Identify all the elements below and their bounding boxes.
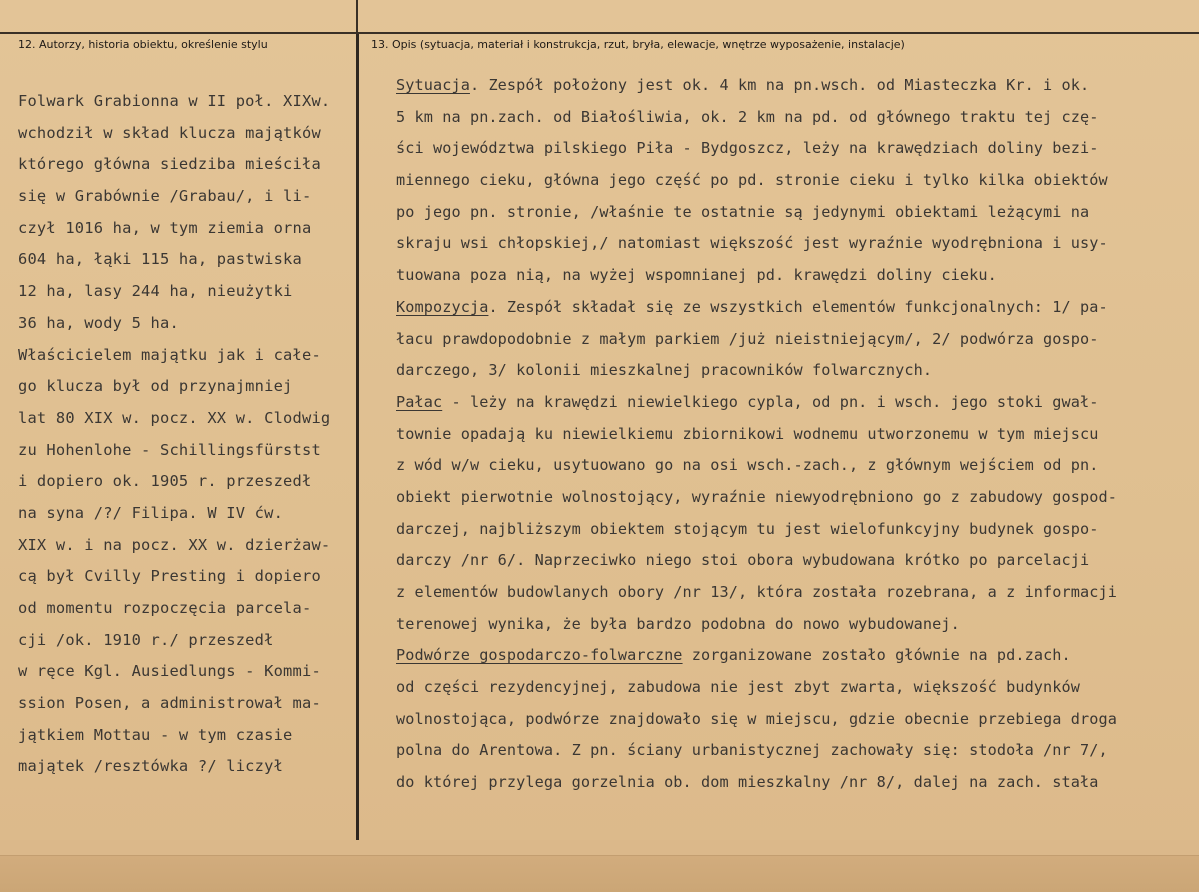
history-line: i dopiero ok. 1905 r. przeszedł <box>18 472 312 491</box>
description-line: do której przylega gorzelnia ob. dom mieszkalny /nr 8/, dalej na zach. stała <box>396 773 1099 792</box>
history-line: 604 ha, łąki 115 ha, pastwiska <box>18 250 302 269</box>
description-line: darczego, 3/ kolonii mieszkalnej pracowników folwarcznych. <box>396 361 933 380</box>
history-line: zu Hohenlohe - Schillingsfürstst <box>18 440 321 459</box>
history-line: jątkiem Mottau - w tym czasie <box>18 725 293 744</box>
description-line: polna do Arentowa. Z pn. ściany urbanistycznej zachowały się: stodoła /nr 7/, <box>396 741 1108 760</box>
history-line: wchodził w skład klucza majątków <box>18 123 321 142</box>
heading-kompozycja: Kompozycja <box>396 297 489 316</box>
description-line: darczy /nr 6/. Naprzeciwko niego stoi obora wybudowana krótko po parcelacji <box>396 551 1090 570</box>
history-line: ssion Posen, a administrował ma- <box>18 694 321 713</box>
history-line: 12 ha, lasy 244 ha, nieużytki <box>18 282 293 301</box>
description-line: Kompozycja. Zespół składał się ze wszystkich elementów funkcjonalnych: 1/ pa- <box>396 297 1108 316</box>
section-13-heading: 13. Opis (sytuacja, materiał i konstrukcja, rzut, bryła, elewacje, wnętrze wyposażenie, instalacje) <box>371 38 905 51</box>
history-line: majątek /resztówka ?/ liczył <box>18 757 284 776</box>
description-line: Sytuacja. Zespół położony jest ok. 4 km na pn.wsch. od Miasteczka Kr. i ok. <box>396 76 1090 94</box>
history-line: go klucza był od przynajmniej <box>18 377 293 396</box>
history-line: którego główna siedziba mieściła <box>18 155 321 174</box>
history-line: w ręce Kgl. Ausiedlungs - Kommi- <box>18 662 321 681</box>
history-line: Właścicielem majątku jak i całe- <box>18 345 321 364</box>
history-column <box>18 86 353 783</box>
history-line: czył 1016 ha, w tym ziemia orna <box>18 218 312 237</box>
history-line: się w Grabównie /Grabau/, i li- <box>18 187 312 206</box>
description-line: obiekt pierwotnie wolnostojący, wyraźnie niewyodrębniono go z zabudowy gospod- <box>396 487 1118 506</box>
column-divider <box>356 34 359 840</box>
description-line: wolnostojąca, podwórze znajdowało się w miejscu, gdzie obecnie przebiega droga <box>396 709 1118 728</box>
history-line: cą był Cvilly Presting i dopiero <box>18 567 321 586</box>
description-line: townie opadają ku niewielkiemu zbiornikowi wodnemu utworzonemu w tym miejscu <box>396 424 1099 443</box>
description-line: od części rezydencyjnej, zabudowa nie jest zbyt zwarta, większość budynków <box>396 678 1081 697</box>
heading-sytuacja: Sytuacja <box>396 76 470 94</box>
history-line: XIX w. i na pocz. XX w. dzierżaw- <box>18 535 331 554</box>
description-line: tuowana poza nią, na wyżej wspomnianej pd. krawędzi doliny cieku. <box>396 266 997 285</box>
history-line: lat 80 XIX w. pocz. XX w. Clodwig <box>18 408 331 427</box>
heading-podworze: Podwórze gospodarczo-folwarczne <box>396 646 683 665</box>
history-line: 36 ha, wody 5 ha. <box>18 313 179 332</box>
description-line: darczej, najbliższym obiektem stojącym tu jest wielofunkcyjny budynek gospo- <box>396 519 1099 538</box>
heading-palac: Pałac <box>396 392 443 411</box>
description-line: Podwórze gospodarczo-folwarczne zorganizowane zostało głównie na pd.zach. <box>396 646 1071 665</box>
history-line: cji /ok. 1910 r./ przeszedł <box>18 630 274 649</box>
history-line: Folwark Grabionna w II poł. XIXw. <box>18 92 331 110</box>
description-line: z elementów budowlanych obory /nr 13/, która została rozebrana, a z informacji <box>396 583 1118 601</box>
description-line: 5 km na pn.zach. od Białośliwia, ok. 2 km na pd. od głównego traktu tej czę- <box>396 107 1099 126</box>
description-line: miennego cieku, główna jego część po pd. stronie cieku i tylko kilka obiektów <box>396 171 1108 190</box>
page-bottom-band <box>0 840 1199 856</box>
column-divider-top <box>356 0 358 34</box>
description-line: Pałac - leży na krawędzi niewielkiego cypla, od pn. i wsch. jego stoki gwał- <box>396 392 1099 411</box>
description-line: terenowej wynika, że była bardzo podobna do nowo wybudowanej. <box>396 614 960 633</box>
section-12-heading: 12. Autorzy, historia obiektu, określenie stylu <box>18 38 268 51</box>
description-line: ści województwa pilskiego Piła - Bydgoszcz, leży na krawędziach doliny bezi- <box>396 139 1099 158</box>
history-line: od momentu rozpoczęcia parcela- <box>18 599 312 617</box>
description-line: skraju wsi chłopskiej,/ natomiast większość jest wyraźnie wyodrębniona i usy- <box>396 234 1108 253</box>
description-line: łacu prawdopodobnie z małym parkiem /już nieistniejącym/, 2/ podwórza gospo- <box>396 329 1099 348</box>
description-line: po jego pn. stronie, /właśnie te ostatnie są jedynymi obiektami leżącymi na <box>396 202 1090 221</box>
description-column <box>396 70 1196 799</box>
header-rule <box>0 32 1199 34</box>
history-line: na syna /?/ Filipa. W IV ćw. <box>18 503 284 522</box>
page-bottom-edge <box>0 855 1199 892</box>
description-line: z wód w/w cieku, usytuowano go na osi wsch.-zach., z głównym wejściem od pn. <box>396 456 1099 475</box>
